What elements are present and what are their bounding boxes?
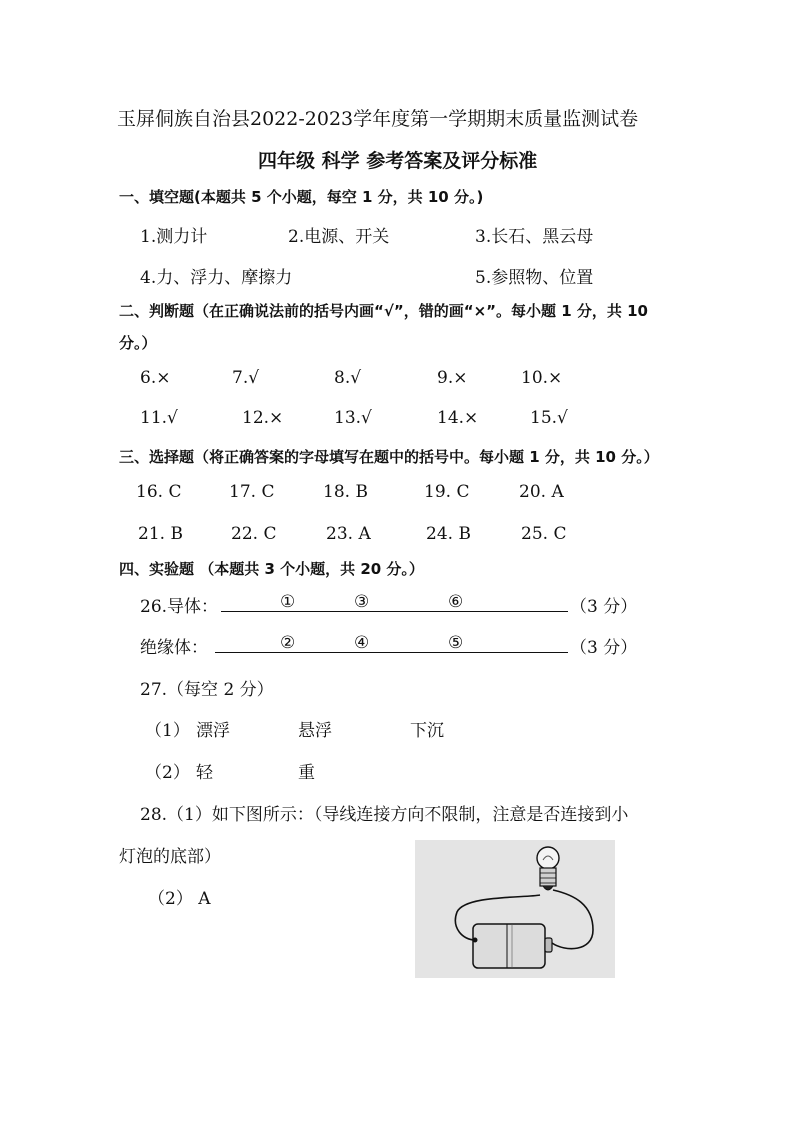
q27-row2-item-2: 重 bbox=[298, 763, 315, 783]
q27-row1-item-2: 悬浮 bbox=[298, 721, 332, 741]
circuit-bulb-battery-icon bbox=[415, 840, 615, 978]
answer-3: 3.长石、黑云母 bbox=[475, 227, 594, 247]
answer-11: 11.√ bbox=[140, 408, 178, 428]
q26-insulator-item-3: ⑤ bbox=[448, 633, 464, 653]
q26-insulator-label: 绝缘体： bbox=[140, 638, 208, 658]
section4-heading: 四、实验题 （本题共 3 个小题，共 20 分。） bbox=[119, 560, 424, 578]
answer-14: 14.× bbox=[437, 408, 479, 428]
answer-4: 4.力、浮力、摩擦力 bbox=[140, 268, 293, 288]
q28-line1: 28.（1）如下图所示：（导线连接方向不限制，注意是否连接到小 bbox=[140, 805, 629, 825]
section1-heading: 一、填空题(本题共 5 个小题，每空 1 分，共 10 分。) bbox=[119, 188, 484, 206]
q26-conductor-item-1: ① bbox=[280, 592, 296, 612]
q26-insulator-score: （3 分） bbox=[570, 638, 638, 658]
q28-line2: 灯泡的底部） bbox=[119, 847, 221, 867]
answer-17: 17. C bbox=[229, 482, 275, 502]
q26-conductor-label: 26.导体： bbox=[140, 597, 219, 617]
answer-15: 15.√ bbox=[530, 408, 568, 428]
answer-25: 25. C bbox=[521, 524, 567, 544]
q26-insulator-item-2: ④ bbox=[354, 633, 370, 653]
answer-1: 1.测力计 bbox=[140, 227, 208, 247]
answer-7: 7.√ bbox=[232, 368, 260, 388]
page-subtitle: 四年级 科学 参考答案及评分标准 bbox=[258, 150, 538, 172]
q27-row2-item-1: 轻 bbox=[196, 763, 213, 783]
q27-row1-item-1: 漂浮 bbox=[196, 721, 230, 741]
answer-13: 13.√ bbox=[334, 408, 372, 428]
q27-label: 27.（每空 2 分） bbox=[140, 680, 274, 700]
answer-23: 23. A bbox=[326, 524, 371, 544]
answer-9: 9.× bbox=[437, 368, 468, 388]
q27-row1-num: （1） bbox=[145, 721, 190, 741]
answer-16: 16. C bbox=[136, 482, 182, 502]
answer-24: 24. B bbox=[426, 524, 471, 544]
q26-conductor-underline bbox=[221, 611, 568, 612]
section2-heading-cont: 分。） bbox=[119, 334, 157, 352]
answer-20: 20. A bbox=[519, 482, 564, 502]
q26-conductor-score: （3 分） bbox=[570, 597, 638, 617]
answer-19: 19. C bbox=[424, 482, 470, 502]
q27-row1-item-3: 下沉 bbox=[410, 721, 444, 741]
answer-6: 6.× bbox=[140, 368, 171, 388]
q26-conductor-item-2: ③ bbox=[354, 592, 370, 612]
q28-part2: （2） A bbox=[148, 889, 211, 909]
section2-heading: 二、判断题（在正确说法前的括号内画“√”，错的画“×”。每小题 1 分，共 10 bbox=[119, 302, 648, 320]
answer-8: 8.√ bbox=[334, 368, 362, 388]
answer-22: 22. C bbox=[231, 524, 277, 544]
answer-21: 21. B bbox=[138, 524, 183, 544]
answer-12: 12.× bbox=[242, 408, 284, 428]
section3-heading: 三、选择题（将正确答案的字母填写在题中的括号中。每小题 1 分，共 10 分。） bbox=[119, 448, 659, 466]
q27-row2-num: （2） bbox=[145, 763, 190, 783]
answer-10: 10.× bbox=[521, 368, 563, 388]
answer-5: 5.参照物、位置 bbox=[475, 268, 594, 288]
q26-insulator-underline bbox=[215, 652, 568, 653]
page-title: 玉屏侗族自治县2022-2023学年度第一学期期末质量监测试卷 bbox=[117, 108, 639, 130]
answer-18: 18. B bbox=[323, 482, 368, 502]
q26-conductor-item-3: ⑥ bbox=[448, 592, 464, 612]
q26-insulator-item-1: ② bbox=[280, 633, 296, 653]
answer-2: 2.电源、开关 bbox=[288, 227, 390, 247]
circuit-figure bbox=[415, 840, 615, 978]
